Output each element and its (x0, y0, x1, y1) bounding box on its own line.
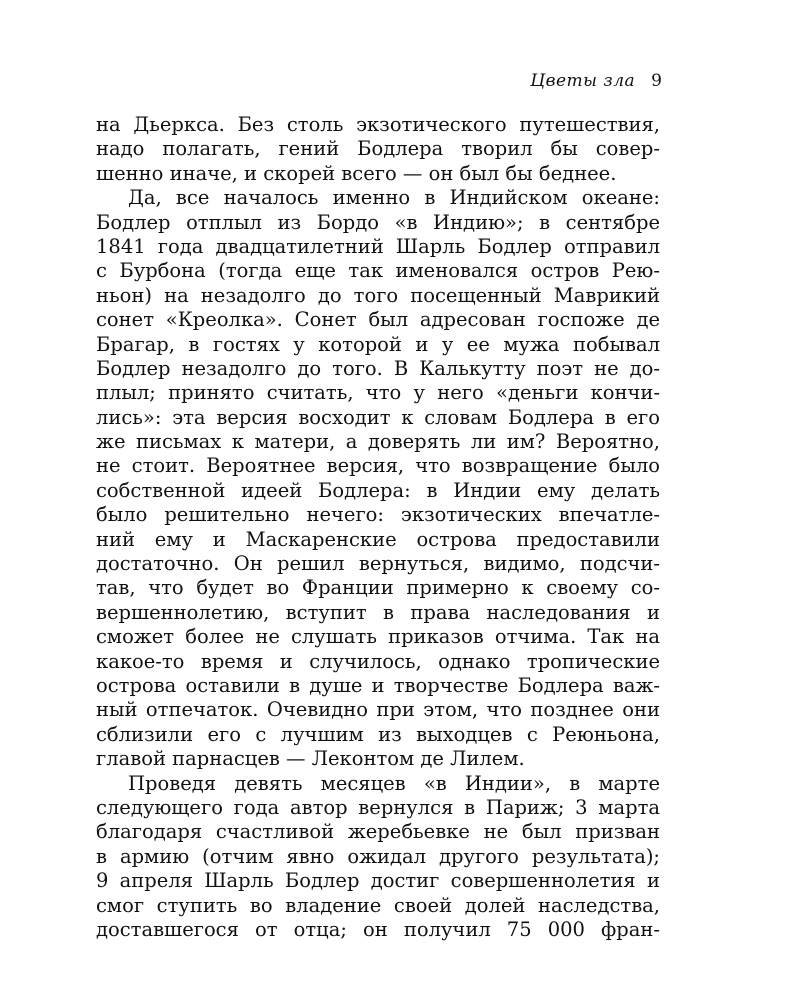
text-line: 9 апреля Шарль Бодлер достиг совершеннолетия и (96, 869, 660, 893)
text-line: главой парнасцев — Леконтом де Лилем. (96, 747, 525, 771)
text-line: сможет более не слушать приказов отчима. Так на (96, 625, 660, 649)
text-line: сонет «Креолка». Сонет был адресован госпоже де (96, 308, 660, 332)
running-header (522, 70, 662, 92)
text-line: 1841 года двадцатилетний Шарль Бодлер отправил (96, 234, 660, 258)
page-body (96, 113, 660, 942)
text-line: Да, все началось именно в Индийском океане: (128, 186, 660, 210)
text-line: сблизили его с лучшим из выходцев с Реюньона, (96, 722, 660, 746)
paragraph-2 (96, 186, 660, 771)
text-line: доставшегося от отца; он получил 75 000 фран- (96, 917, 660, 941)
text-line: же письмах к матери, а доверять ли им? Вероятно, (96, 430, 660, 454)
text-line: собственной идеей Бодлера: в Индии ему делать (96, 478, 660, 502)
text-line: следующего года автор вернулся в Париж; 3 марта (96, 795, 660, 819)
text-line: не стоит. Вероятнее версия, что возвращение было (96, 454, 660, 478)
text-line: ний ему и Маскаренские острова предоставили (96, 527, 660, 551)
text-line: смог ступить во владение своей долей наследства, (96, 893, 660, 917)
text-line: надо полагать, гений Бодлера творил бы совер- (96, 137, 660, 161)
text-line: Брагар, в гостях у которой и у ее мужа побывал (96, 332, 660, 356)
text-line: Бодлер незадолго до того. В Калькутту поэт не до- (96, 356, 660, 380)
text-line: ньон) на незадолго до того посещенный Маврикий (96, 283, 660, 307)
text-line: тав, что будет во Франции примерно к своему со- (96, 576, 660, 600)
text-line: благодаря счастливой жеребьевке не был призван (96, 820, 660, 844)
text-line: вершеннолетию, вступит в права наследования и (96, 600, 660, 624)
page-number: 9 (651, 71, 662, 91)
text-line: было решительно нечего: экзотических впечатле- (96, 503, 660, 527)
text-line: какое-то время и случилось, однако тропические (96, 649, 660, 673)
text-line: ный отпечаток. Очевидно при этом, что позднее они (96, 698, 660, 722)
text-line: острова оставили в душе и творчестве Бодлера важ- (96, 673, 660, 697)
text-line: в армию (отчим явно ожидал другого результата); (96, 844, 660, 868)
text-line: достаточно. Он решил вернуться, видимо, подсчи- (96, 552, 660, 576)
text-line: шенно иначе, и скорей всего — он был бы беднее. (96, 161, 617, 185)
text-line: с Бурбона (тогда еще так именовался остров Рею- (96, 259, 660, 283)
text-line: Бодлер отплыл из Бордо «в Индию»; в сентябре (96, 210, 660, 234)
paragraph-3 (96, 772, 660, 943)
text-line: на Дьеркса. Без столь экзотического путешествия, (96, 113, 660, 136)
text-line: лись»: эта версия восходит к словам Бодлера в его (96, 405, 660, 429)
running-title: Цветы зла (530, 71, 636, 91)
text-line: плыл; принято считать, что у него «деньги кончи- (96, 381, 660, 405)
paragraph-1 (96, 113, 660, 186)
text-line: Проведя девять месяцев «в Индии», в марте (128, 771, 660, 795)
